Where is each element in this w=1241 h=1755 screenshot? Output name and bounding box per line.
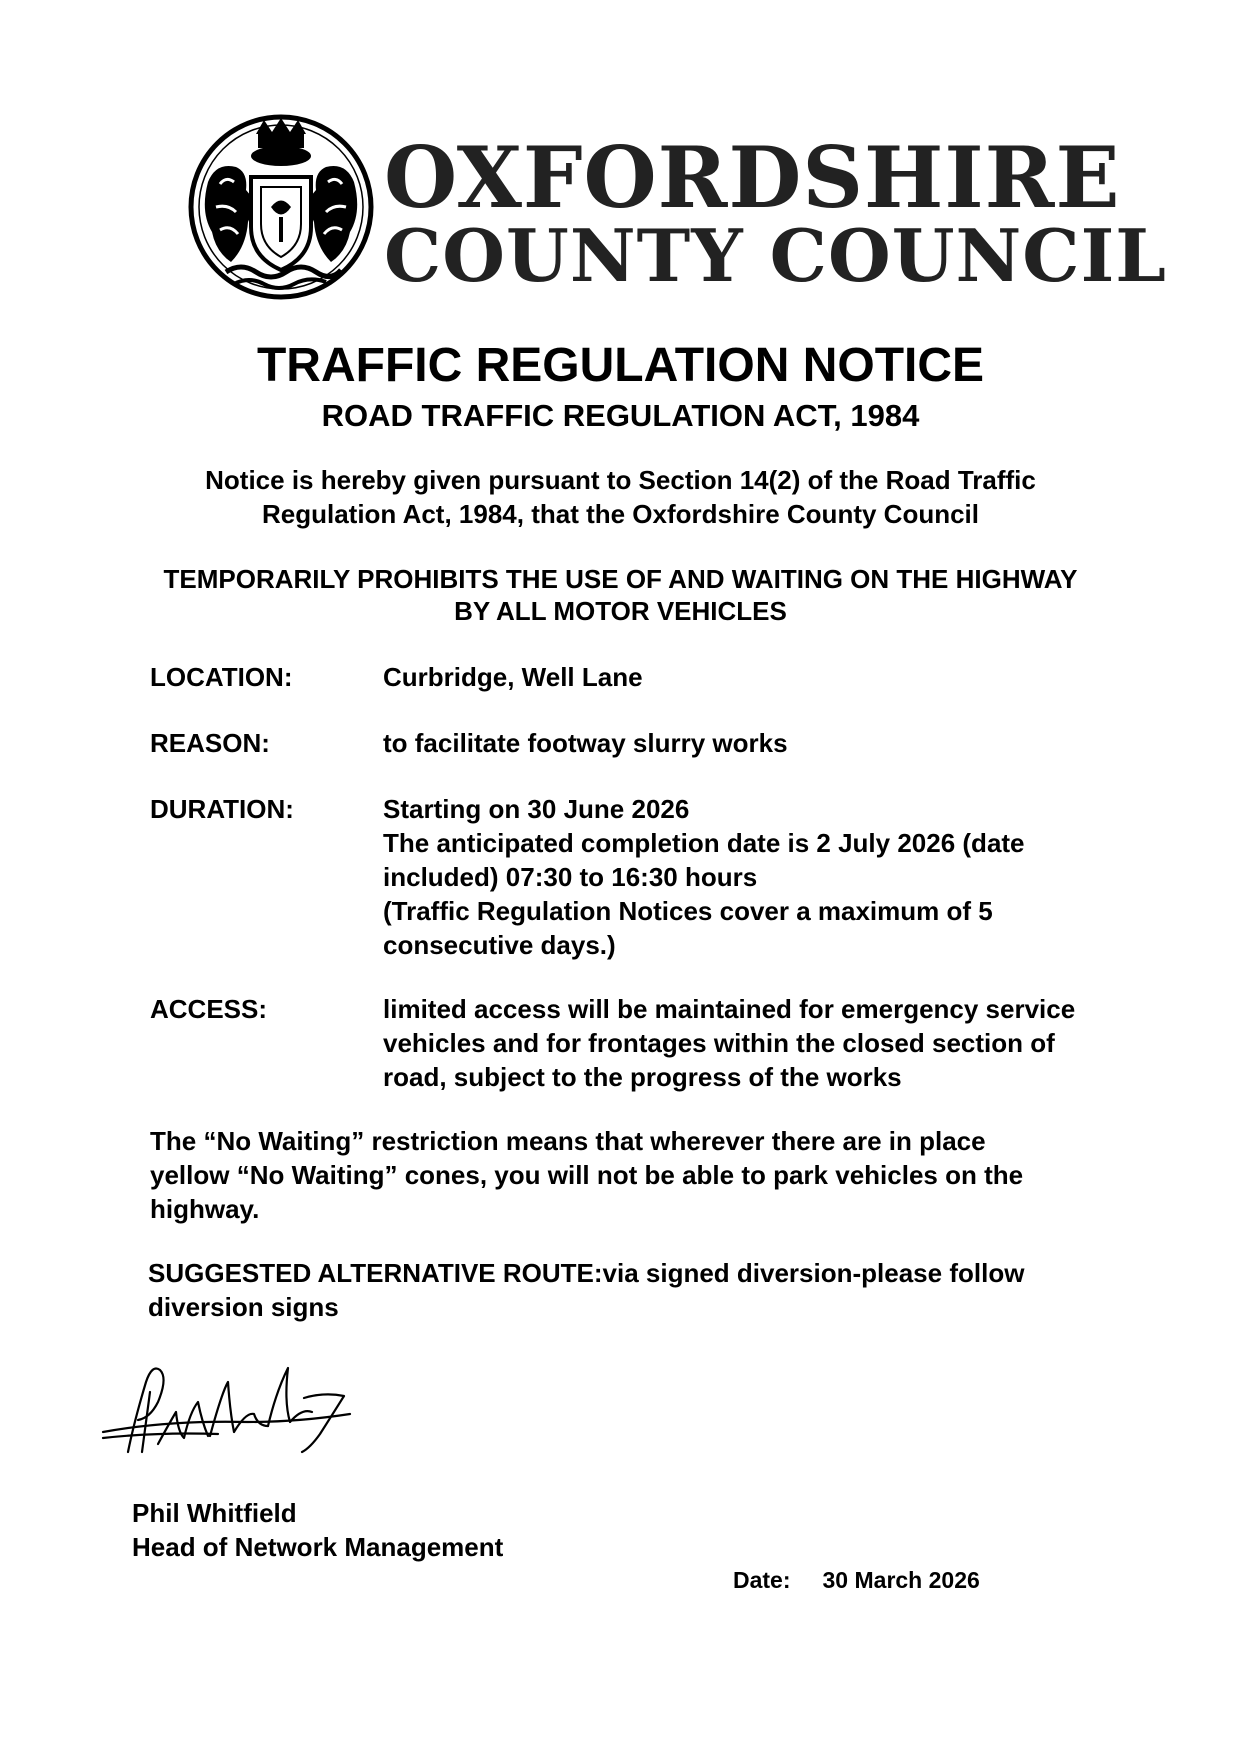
intro-line: Notice is hereby given pursuant to Section 14(2) of the Road Traffic xyxy=(205,465,1036,495)
duration-line: (Traffic Regulation Notices cover a maximum of 5 xyxy=(383,896,993,926)
duration-line: Starting on 30 June 2026 xyxy=(383,794,690,824)
alternative-route-paragraph xyxy=(148,1256,1138,1324)
reason-label: REASON: xyxy=(150,728,270,758)
duration-line: included) 07:30 to 16:30 hours xyxy=(383,862,758,892)
no-waiting-line: highway. xyxy=(150,1194,260,1224)
location-value: Curbridge, Well Lane xyxy=(383,662,643,692)
date-label: Date: xyxy=(733,1567,791,1593)
access-line: road, subject to the progress of the works xyxy=(383,1062,902,1092)
access-line: limited access will be maintained for emergency service xyxy=(383,994,1076,1024)
reason-value: to facilitate footway slurry works xyxy=(383,728,788,758)
access-line: vehicles and for frontages within the closed section of xyxy=(383,1028,1055,1058)
date-line xyxy=(733,1567,980,1594)
no-waiting-paragraph xyxy=(150,1124,1140,1226)
coat-of-arms-icon xyxy=(186,112,376,302)
signatory-name: Phil Whitfield xyxy=(132,1498,297,1528)
no-waiting-line: yellow “No Waiting” cones, you will not be able to park vehicles on the xyxy=(150,1160,1024,1190)
signatory-block xyxy=(132,1496,503,1564)
org-name-line2: COUNTY COUNCIL xyxy=(384,213,1167,298)
date-value: 30 March 2026 xyxy=(822,1567,980,1593)
access-label: ACCESS: xyxy=(150,994,268,1024)
duration-value xyxy=(383,792,1173,962)
access-value xyxy=(383,992,1173,1094)
signature-icon xyxy=(98,1352,368,1462)
duration-line: consecutive days.) xyxy=(383,930,616,960)
notice-subtitle: ROAD TRAFFIC REGULATION ACT, 1984 xyxy=(321,398,920,433)
location-label: LOCATION: xyxy=(150,662,293,692)
org-name-line1: OXFORDSHIRE xyxy=(384,128,1121,227)
alternative-route-line: diversion signs xyxy=(148,1292,339,1322)
intro-line: Regulation Act, 1984, that the Oxfordshire County Council xyxy=(261,499,979,529)
notice-title: TRAFFIC REGULATION NOTICE xyxy=(256,339,985,392)
prohibition-line: BY ALL MOTOR VEHICLES xyxy=(454,596,787,626)
alternative-route-line: SUGGESTED ALTERNATIVE ROUTE:via signed diversion-please follow xyxy=(148,1258,1025,1288)
signatory-role: Head of Network Management xyxy=(132,1532,504,1562)
intro-text xyxy=(140,463,1101,531)
duration-line: The anticipated completion date is 2 July 2026 (date xyxy=(383,828,1025,858)
duration-label: DURATION: xyxy=(150,794,294,824)
prohibition-text xyxy=(80,563,1161,627)
no-waiting-line: The “No Waiting” restriction means that wherever there are in place xyxy=(150,1126,986,1156)
prohibition-line: TEMPORARILY PROHIBITS THE USE OF AND WAITING ON THE HIGHWAY xyxy=(163,564,1078,594)
council-logo xyxy=(186,112,1167,302)
